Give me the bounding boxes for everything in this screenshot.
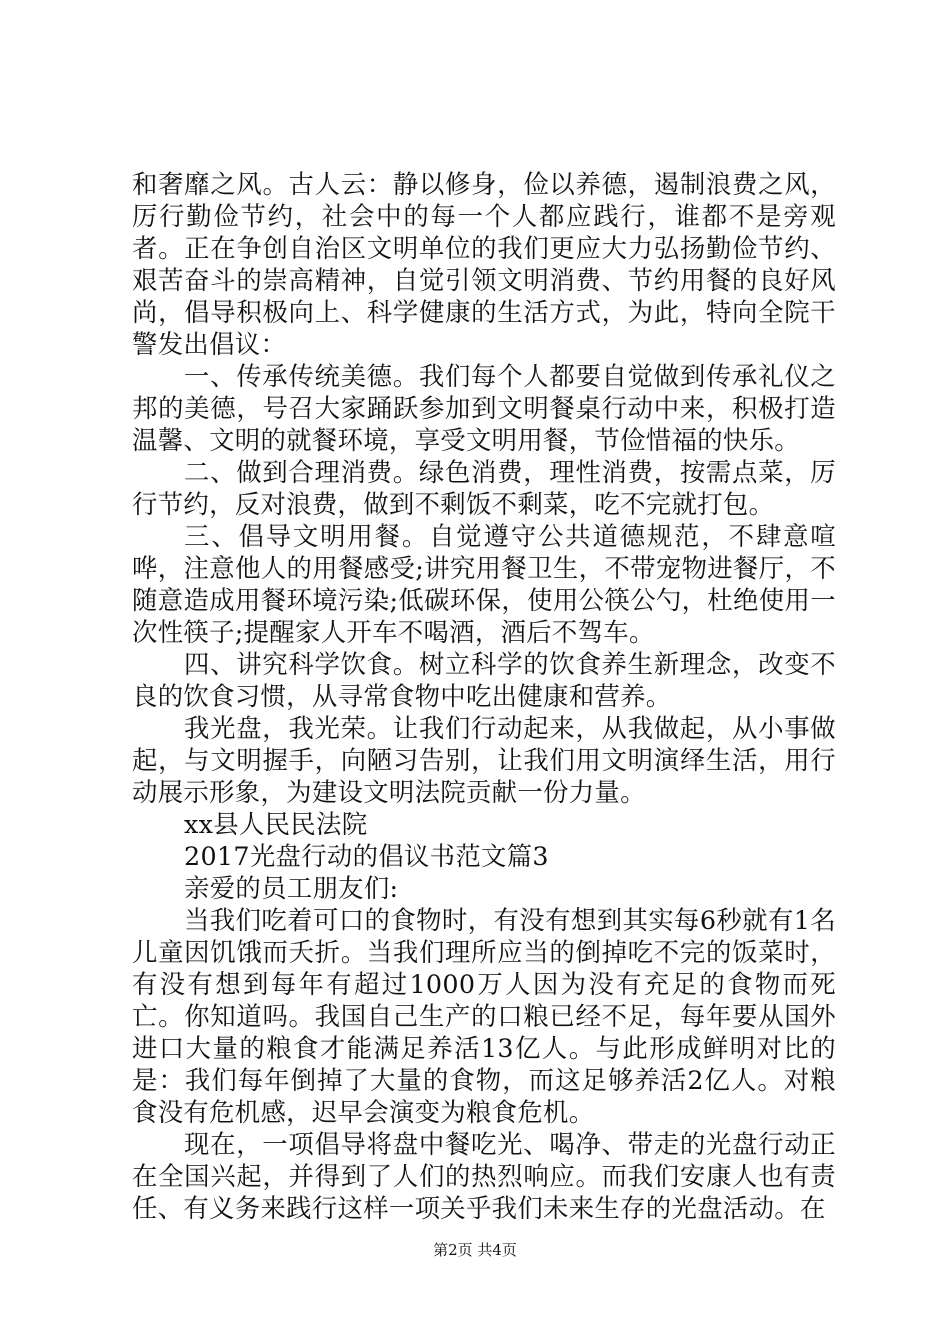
paragraph-item-4: 四、讲究科学饮食。树立科学的饮食养生新理念，改变不良的饮食习惯，从寻常食物中吃出健康和营养。 [132,649,836,711]
body-text [132,168,836,1224]
paragraph-action: 现在，一项倡导将盘中餐吃光、喝净、带走的光盘行动正在全国兴起，并得到了人们的热烈响应。而我们安康人也有责任、有义务来践行这样一项关乎我们未来生存的光盘活动。在 [132,1129,836,1223]
section-title: 2017光盘行动的倡议书范文篇3 [184,841,549,871]
paragraph-hunger: 当我们吃着可口的食物时，有没有想到其实每6秒就有1名儿童因饥饿而夭折。当我们理所应当的倒掉吃不完的饭菜时，有没有想到每年有超过1000万人因为没有充足的食物而死亡。你知道吗。我国自己生产的口粮已经不足，每年要从国外进口大量的粮食才能满足养活13亿人。与此形成鲜明对比的是：我们每年倒掉了大量的食物，而这足够养活2亿人。对粮食没有危机感，迟早会演变为粮食危机。 [132,905,836,1127]
paragraph-item-2: 二、做到合理消费。绿色消费，理性消费，按需点菜，厉行节约，反对浪费，做到不剩饭不剩菜，吃不完就打包。 [132,457,836,519]
signature-org: xx县人民民法院 [184,809,368,839]
paragraph-item-3: 三、倡导文明用餐。自觉遵守公共道德规范，不肆意喧哗，注意他人的用餐感受;讲究用餐卫生，不带宠物进餐厅，不随意造成用餐环境污染;低碳环保，使用公筷公勺，杜绝使用一次性筷子;提醒家人开车不喝酒，酒后不驾车。 [132,521,836,647]
paragraph-intro: 和奢靡之风。古人云：静以修身，俭以养德，遏制浪费之风，厉行勤俭节约，社会中的每一个人都应践行，谁都不是旁观者。正在争创自治区文明单位的我们更应大力弘扬勤俭节约、艰苦奋斗的崇高精神，自觉引领文明消费、节约用餐的良好风尚，倡导积极向上、科学健康的生活方式，为此，特向全院干警发出倡议： [132,169,836,359]
salutation: 亲爱的员工朋友们: [184,873,399,903]
paragraph-closing: 我光盘，我光荣。让我们行动起来，从我做起，从小事做起，与文明握手，向陋习告别，让我们用文明演绎生活，用行动展示形象，为建设文明法院贡献一份力量。 [132,713,836,807]
paragraph-item-1: 一、传承传统美德。我们每个人都要自觉做到传承礼仪之邦的美德，号召大家踊跃参加到文明餐桌行动中来，积极打造温馨、文明的就餐环境，享受文明用餐，节俭惜福的快乐。 [132,361,836,455]
page-number: 第2页 共4页 [433,1241,517,1259]
